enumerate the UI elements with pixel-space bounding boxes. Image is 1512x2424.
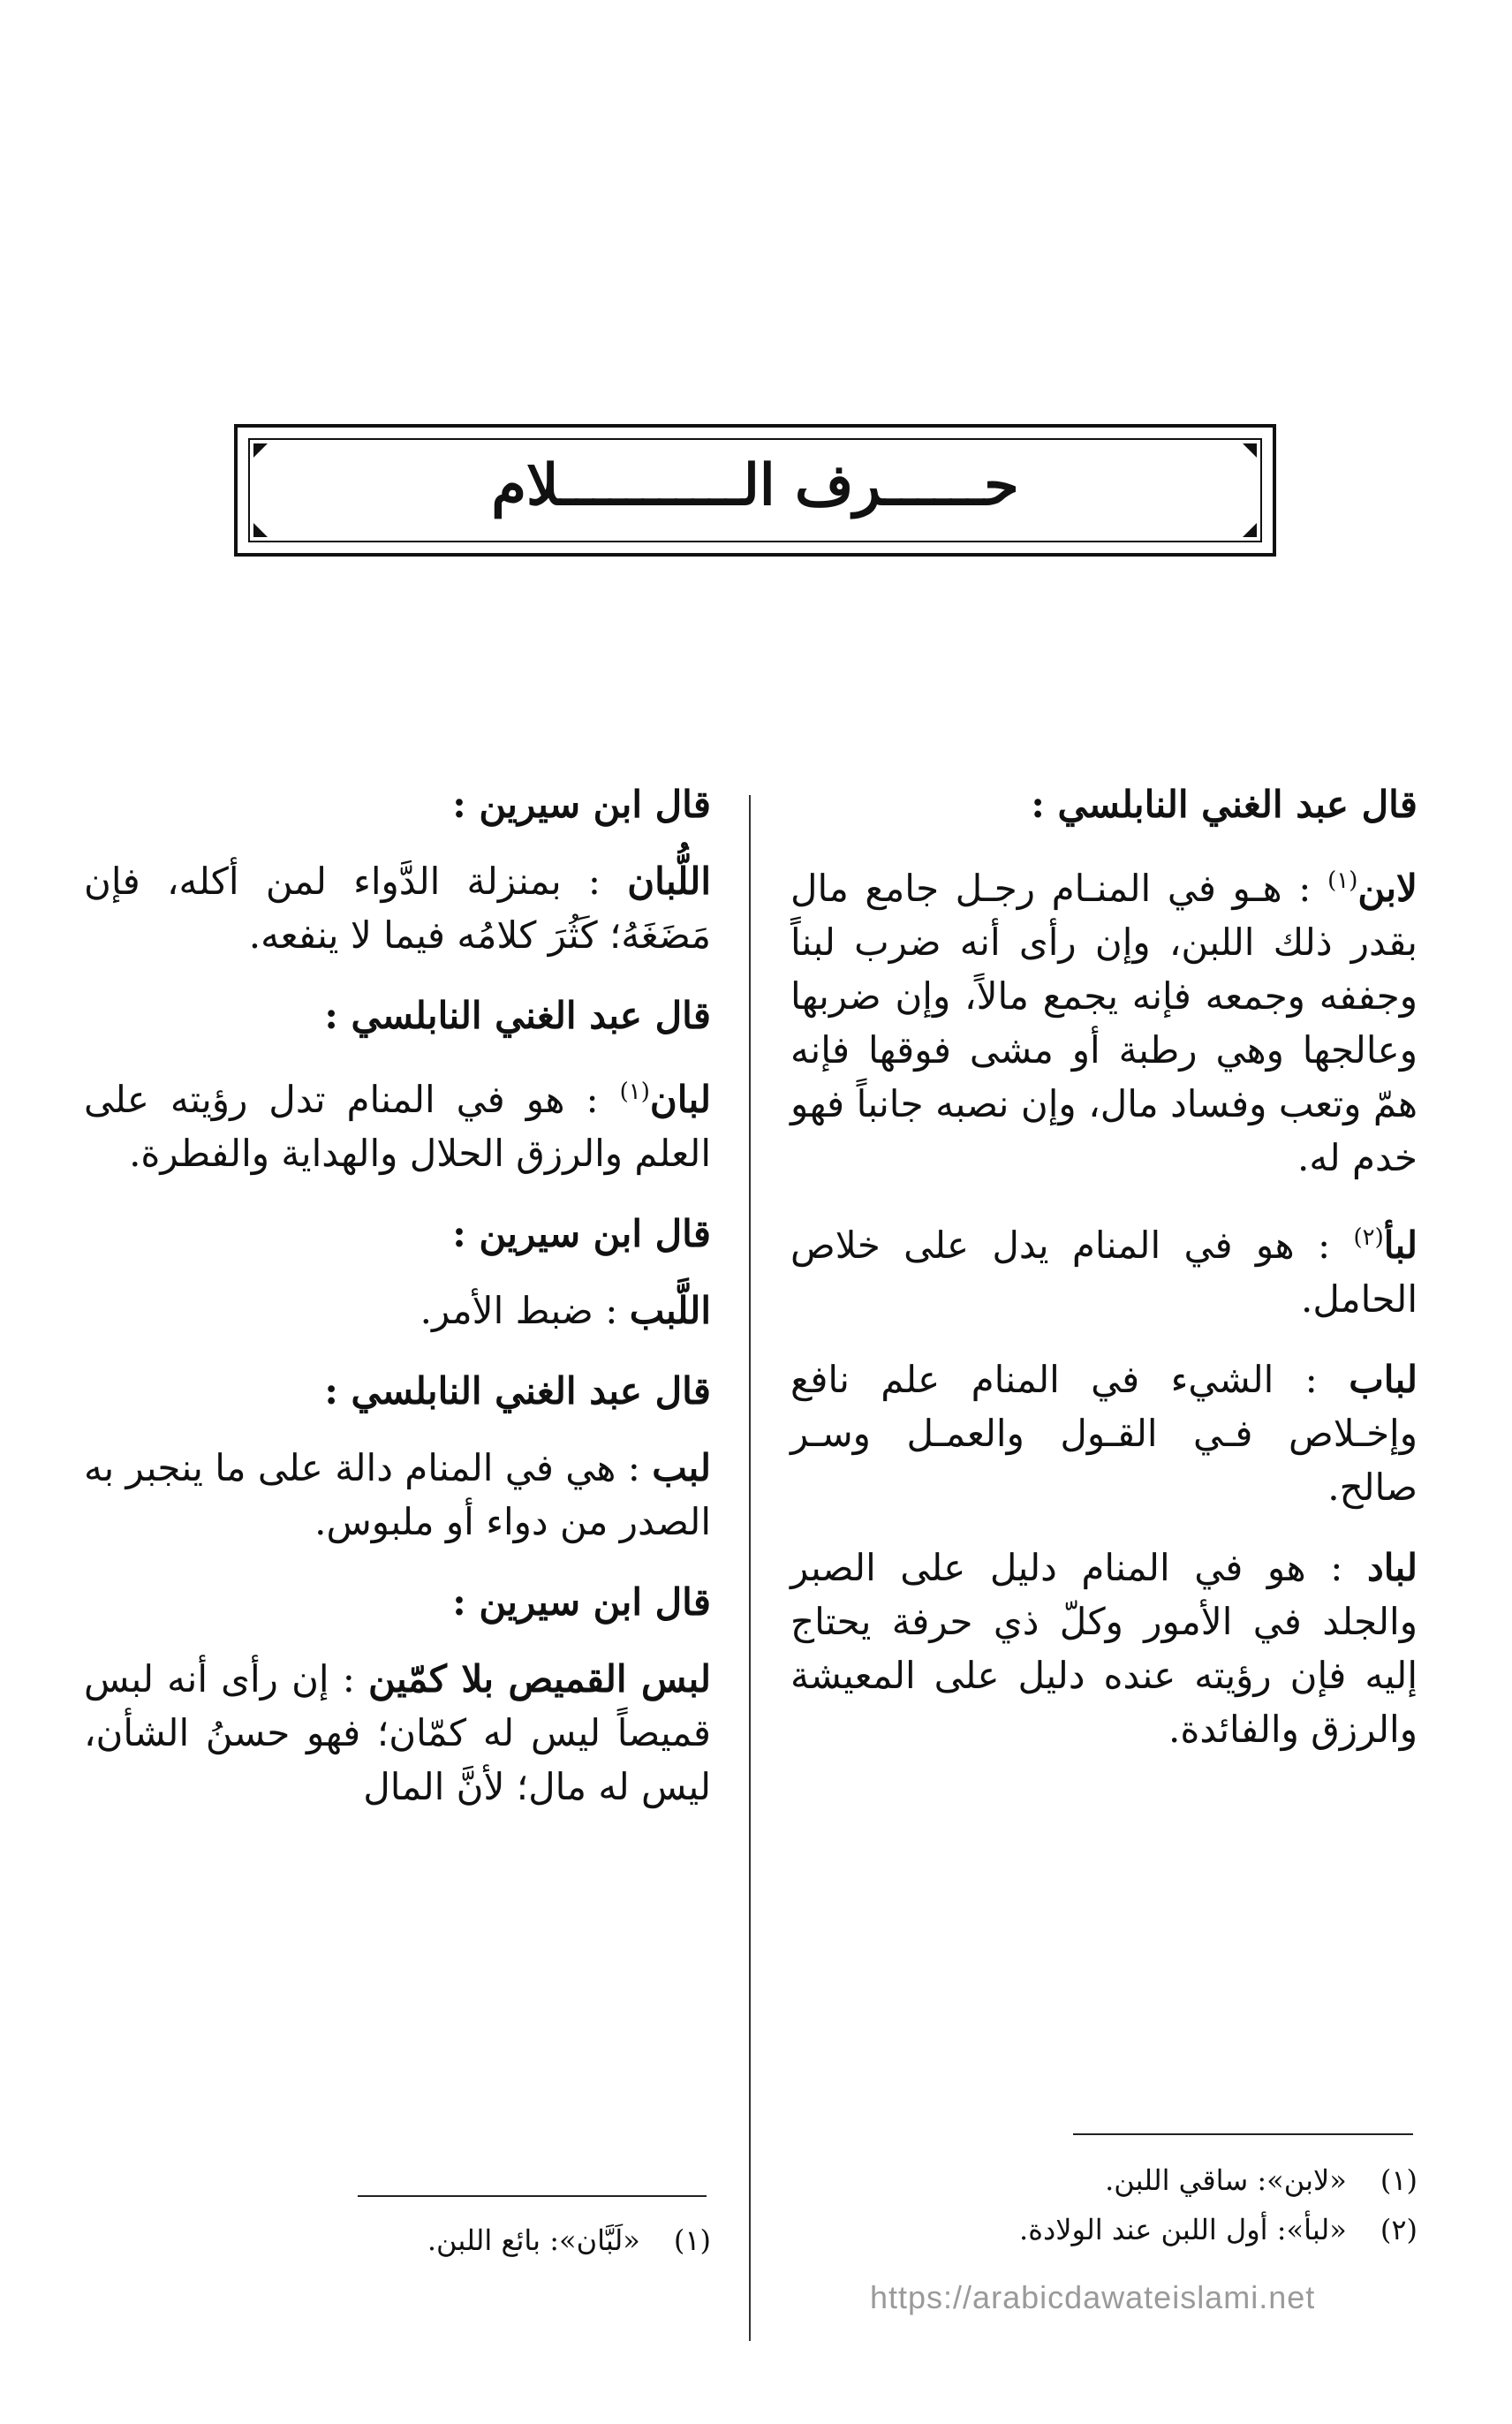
footnote-rule xyxy=(358,2195,707,2197)
entry-term: لباب xyxy=(1349,1358,1418,1401)
section-heading: قال ابن سيرين : xyxy=(452,1580,711,1624)
left-column xyxy=(84,777,711,1840)
entry-paragraph xyxy=(790,1541,1418,1756)
footnote-text: «لابن»: ساقي اللبن. xyxy=(1105,2163,1347,2197)
section-heading: قال عبد الغني النابلسي : xyxy=(324,1369,711,1413)
entry-term: لباد xyxy=(1367,1546,1418,1589)
column-divider xyxy=(749,795,751,2341)
entry-term: لابن xyxy=(1357,867,1418,910)
section-heading: قال ابن سيرين : xyxy=(452,1212,711,1255)
entry-term: لبان xyxy=(649,1078,711,1121)
entry-text: : بمنزلة الدَّواء لمن أكله، فإن مَضَغَهُ؛ كَثُرَ كلامُه فيما لا ينفعه. xyxy=(84,860,711,957)
section-heading: قال عبد الغني النابلسي : xyxy=(324,994,711,1037)
chapter-title-frame xyxy=(234,424,1276,557)
footnote-item xyxy=(84,2216,711,2265)
footnotes-left xyxy=(84,2216,711,2265)
entry-paragraph xyxy=(790,1211,1418,1326)
entry-paragraph xyxy=(790,1352,1418,1514)
entry-text: : ضبط الأمر. xyxy=(420,1289,618,1332)
entry-term: اللَّبب xyxy=(629,1289,711,1332)
entry-paragraph xyxy=(84,1652,711,1814)
footnote-item xyxy=(821,2205,1418,2254)
footnote-text: «لبأ»: أول اللبن عند الولادة. xyxy=(1019,2213,1347,2246)
entry-text: : هو في المنام يدل على خلاص الحامل. xyxy=(790,1223,1418,1321)
entry-term: لبس القميص بلا كمّين xyxy=(368,1657,711,1701)
footnote-text: «لَبَّان»: بائع اللبن. xyxy=(427,2223,640,2257)
entry-paragraph xyxy=(84,1441,711,1549)
footnote-rule xyxy=(1073,2133,1413,2135)
entry-paragraph xyxy=(84,854,711,962)
footnote-number: (١) xyxy=(673,2223,711,2257)
footnote-ref[interactable]: (٢) xyxy=(1353,1224,1384,1251)
entry-term: اللُّبان xyxy=(627,860,711,903)
entry-text: : الشيء في المنام علم نافع وإخـلاص فـي القـول والعمـل وسـر صالح. xyxy=(790,1358,1418,1509)
footnote-number: (٢) xyxy=(1380,2213,1418,2246)
entry-term: لبب xyxy=(652,1446,711,1489)
entry-text: : هـو في المنـام رجـل جامع مال بقدر ذلك اللبن، وإن رأى أنه ضرب لبناً وجففه وجمعه فإنه يجمع مالاً، وإن ضربها وعالجها وهي رطبة أو مشى فوقها فإنه همّ وتعب وفساد مال، وإن نصبه جانباً فهو خدم له. xyxy=(790,867,1418,1179)
entry-paragraph xyxy=(84,1284,711,1337)
entry-text: : هي في المنام دالة على ما ينجبر به الصدر من دواء أو ملبوس. xyxy=(84,1446,711,1543)
entry-paragraph xyxy=(790,854,1418,1185)
entry-paragraph xyxy=(84,1065,711,1180)
entry-term: لبأ xyxy=(1383,1223,1418,1267)
footnotes-right xyxy=(821,2155,1418,2254)
watermark-url[interactable]: https://arabicdawateislami.net xyxy=(870,2279,1316,2315)
footnote-ref[interactable]: (١) xyxy=(1327,867,1358,894)
entry-text: : هو في المنام دليل على الصبر والجلد في الأمور وكلّ ذي حرفة يحتاج إليه فإن رؤيته عنده دليل على المعيشة والرزق والفائدة. xyxy=(790,1546,1418,1751)
section-heading: قال عبد الغني النابلسي : xyxy=(1031,783,1418,826)
footnote-number: (١) xyxy=(1380,2163,1418,2197)
right-column xyxy=(790,777,1418,1783)
footnote-item xyxy=(821,2155,1418,2205)
entry-text: : إن رأى أنه لبس قميصاً ليس له كمّان؛ فهو حسنُ الشأن، ليس له مال؛ لأنَّ المال xyxy=(84,1657,711,1808)
chapter-title: حــــــرف الـــــــــــلام xyxy=(491,452,1019,519)
section-heading: قال ابن سيرين : xyxy=(452,783,711,826)
footnote-ref[interactable]: (١) xyxy=(619,1079,650,1105)
entry-text: : هو في المنام تدل رؤيته على العلم والرزق الحلال والهداية والفطرة. xyxy=(84,1078,711,1175)
